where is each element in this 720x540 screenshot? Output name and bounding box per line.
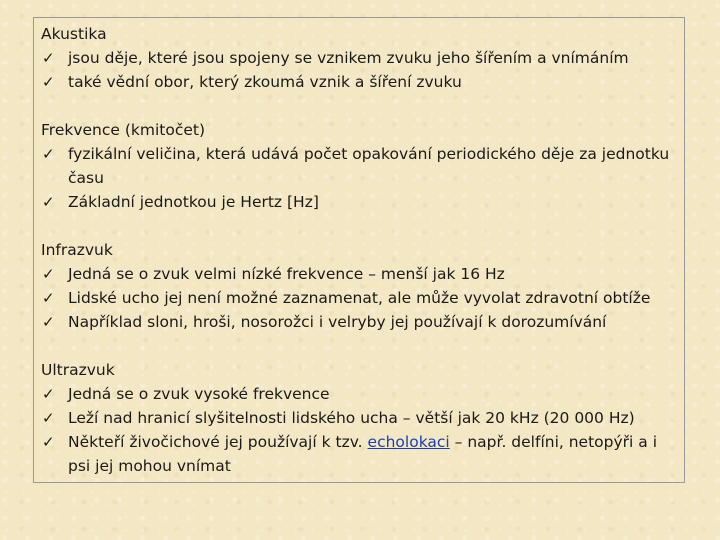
echolokace-link[interactable]: echolokaci	[367, 433, 450, 451]
item-text: také vědní obor, který zkoumá vznik a šíření zvuku	[68, 73, 462, 91]
item-text: Například sloni, hroši, nosorožci i velryby jej používají k dorozumívání	[68, 313, 607, 331]
section-heading: Ultrazvuk	[41, 361, 115, 379]
list-item	[41, 430, 677, 478]
checkmark-icon: ✓	[42, 385, 55, 403]
item-text: Základní jednotkou je Hertz [Hz]	[68, 193, 319, 211]
item-text: Leží nad hranicí slyšitelnosti lidského ucha – větší jak 20 kHz (20 000 Hz)	[68, 409, 635, 427]
list-item	[41, 310, 677, 334]
item-text-after-link: – např. delfíni, netopýři a i psi jej mohou vnímat	[68, 433, 658, 475]
section-infrazvuk	[41, 238, 677, 334]
section-ultrazvuk	[41, 358, 677, 478]
checkmark-icon: ✓	[42, 433, 55, 451]
list-item	[41, 190, 677, 214]
checkmark-icon: ✓	[42, 73, 55, 91]
checkmark-icon: ✓	[42, 409, 55, 427]
checkmark-icon: ✓	[42, 49, 55, 67]
list-item	[41, 262, 677, 286]
item-text: Lidské ucho jej není možné zaznamenat, ale může vyvolat zdravotní obtíže	[68, 289, 651, 307]
list-item	[41, 70, 677, 94]
bullet-list	[41, 142, 677, 214]
list-item	[41, 142, 677, 190]
checkmark-icon: ✓	[42, 265, 55, 283]
item-text-before-link: Někteří živočichové jej používají k tzv.	[68, 433, 368, 451]
bullet-list	[41, 262, 677, 334]
item-text: Jedná se o zvuk vysoké frekvence	[68, 385, 330, 403]
checkmark-icon: ✓	[42, 289, 55, 307]
content-box	[33, 17, 685, 483]
checkmark-icon: ✓	[42, 193, 55, 211]
checkmark-icon: ✓	[42, 313, 55, 331]
section-frekvence	[41, 118, 677, 214]
bullet-list	[41, 46, 677, 94]
item-text: Jedná se o zvuk velmi nízké frekvence – menší jak 16 Hz	[68, 265, 505, 283]
list-item	[41, 406, 677, 430]
list-item	[41, 46, 677, 70]
item-text: fyzikální veličina, která udává počet opakování periodického děje za jednotku času	[68, 145, 670, 187]
section-akustika	[41, 22, 677, 94]
list-item	[41, 286, 677, 310]
section-heading: Akustika	[41, 25, 107, 43]
list-item	[41, 382, 677, 406]
section-heading: Infrazvuk	[41, 241, 113, 259]
item-text: jsou děje, které jsou spojeny se vznikem zvuku jeho šířením a vnímáním	[68, 49, 629, 67]
bullet-list	[41, 382, 677, 478]
section-heading: Frekvence (kmitočet)	[41, 121, 206, 139]
checkmark-icon: ✓	[42, 145, 55, 163]
